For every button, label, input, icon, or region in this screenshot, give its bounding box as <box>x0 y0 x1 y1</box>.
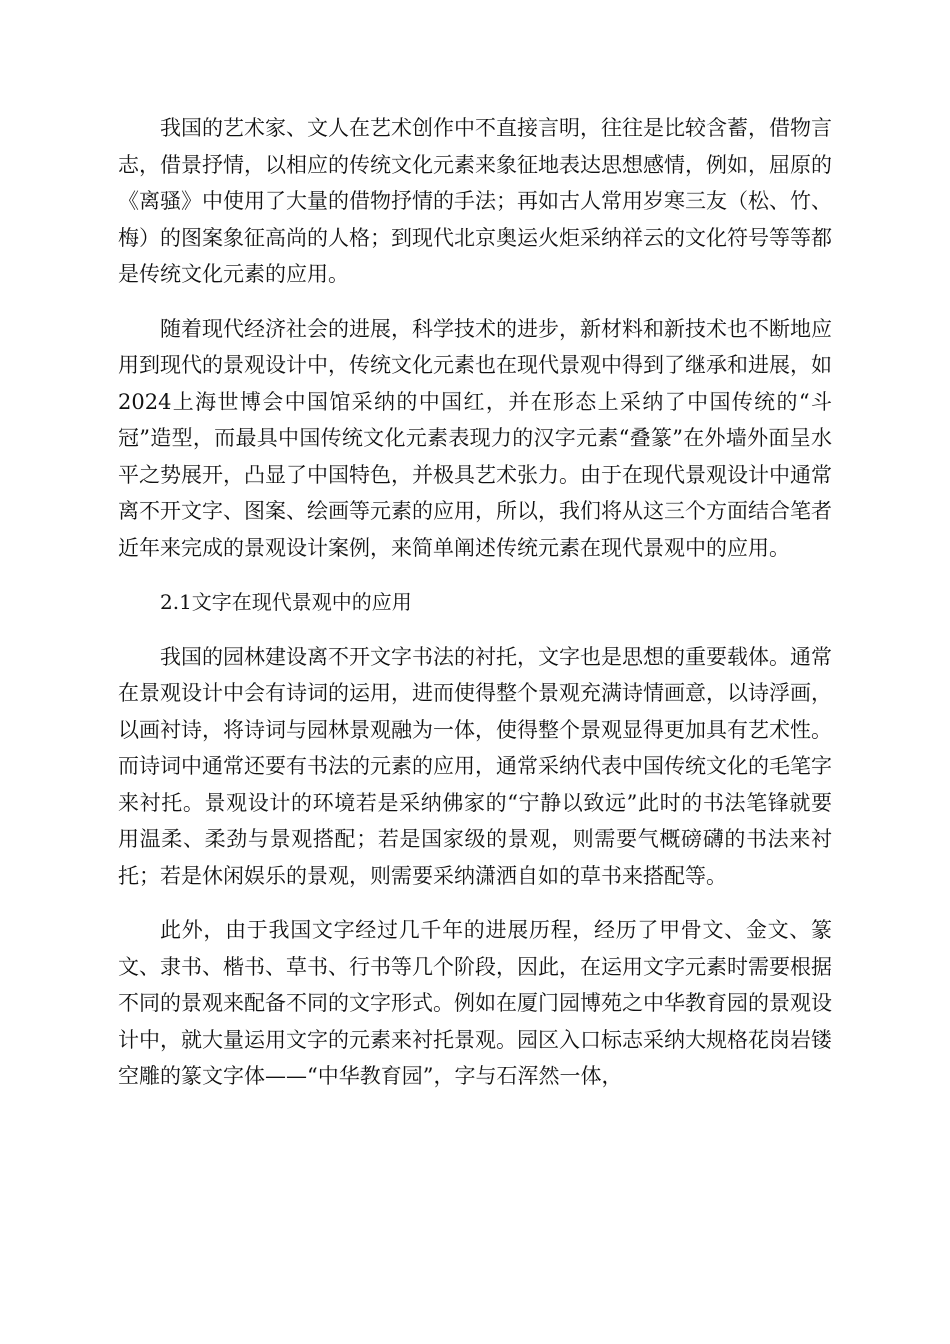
paragraph-cultural-symbolism: 我国的艺术家、文人在艺术创作中不直接言明，往往是比较含蓄，借物言志，借景抒情，以相应的传统文化元素来象征地表达思想感情，例如，屈原的《离骚》中使用了大量的借物抒情的手法；再如古人常用岁寒三友（松、竹、梅）的图案象征高尚的人格；到现代北京奥运火炬采纳祥云的文化符号等等都是传统文化元素的应用。 <box>118 116 832 286</box>
paragraph-calligraphy: 我国的园林建设离不开文字书法的衬托，文字也是思想的重要载体。通常在景观设计中会有诗词的运用，进而使得整个景观充满诗情画意，以诗浮画，以画衬诗，将诗词与园林景观融为一体，使得整个景观显得更加具有艺术性。而诗词中通常还要有书法的元素的应用，通常采纳代表中国传统文化的毛笔字来衬托。景观设计的环境若是采纳佛家的“宁静以致远”此时的书法笔锋就要用温柔、柔劲与景观搭配；若是国家级的景观，则需要气概磅礴的书法来衬托；若是休闲娱乐的景观，则需要采纳潇洒自如的草书来搭配等。 <box>118 644 832 888</box>
section-heading: 2.1文字在现代景观中的应用 <box>160 590 412 614</box>
paragraph-script-forms: 此外，由于我国文字经过几千年的进展历程，经历了甲骨文、金文、篆文、隶书、楷书、草书、行书等几个阶段，因此，在运用文字元素时需要根据不同的景观来配备不同的文字形式。例如在厦门园博苑之中华教育园的景观设计中，就大量运用文字的元素来衬托景观。园区入口标志采纳大规格花岗岩镂空雕的篆文字体——“中华教育园”，字与石浑然一体， <box>118 918 832 1088</box>
document-page <box>118 110 832 1113</box>
paragraph-modern-inheritance: 随着现代经济社会的进展，科学技术的进步，新材料和新技术也不断地应用到现代的景观设计中，传统文化元素也在现代景观中得到了继承和进展，如2024上海世博会中国馆采纳的中国红，并在形态上采纳了中国传统的“斗冠”造型，而最具中国传统文化元素表现力的汉字元素“叠篆”在外墙外面呈水平之势展开，凸显了中国特色，并极具艺术张力。由于在现代景观设计中通常离不开文字、图案、绘画等元素的应用，所以，我们将从这三个方面结合笔者近年来完成的景观设计案例，来简单阐述传统元素在现代景观中的应用。 <box>118 316 832 560</box>
